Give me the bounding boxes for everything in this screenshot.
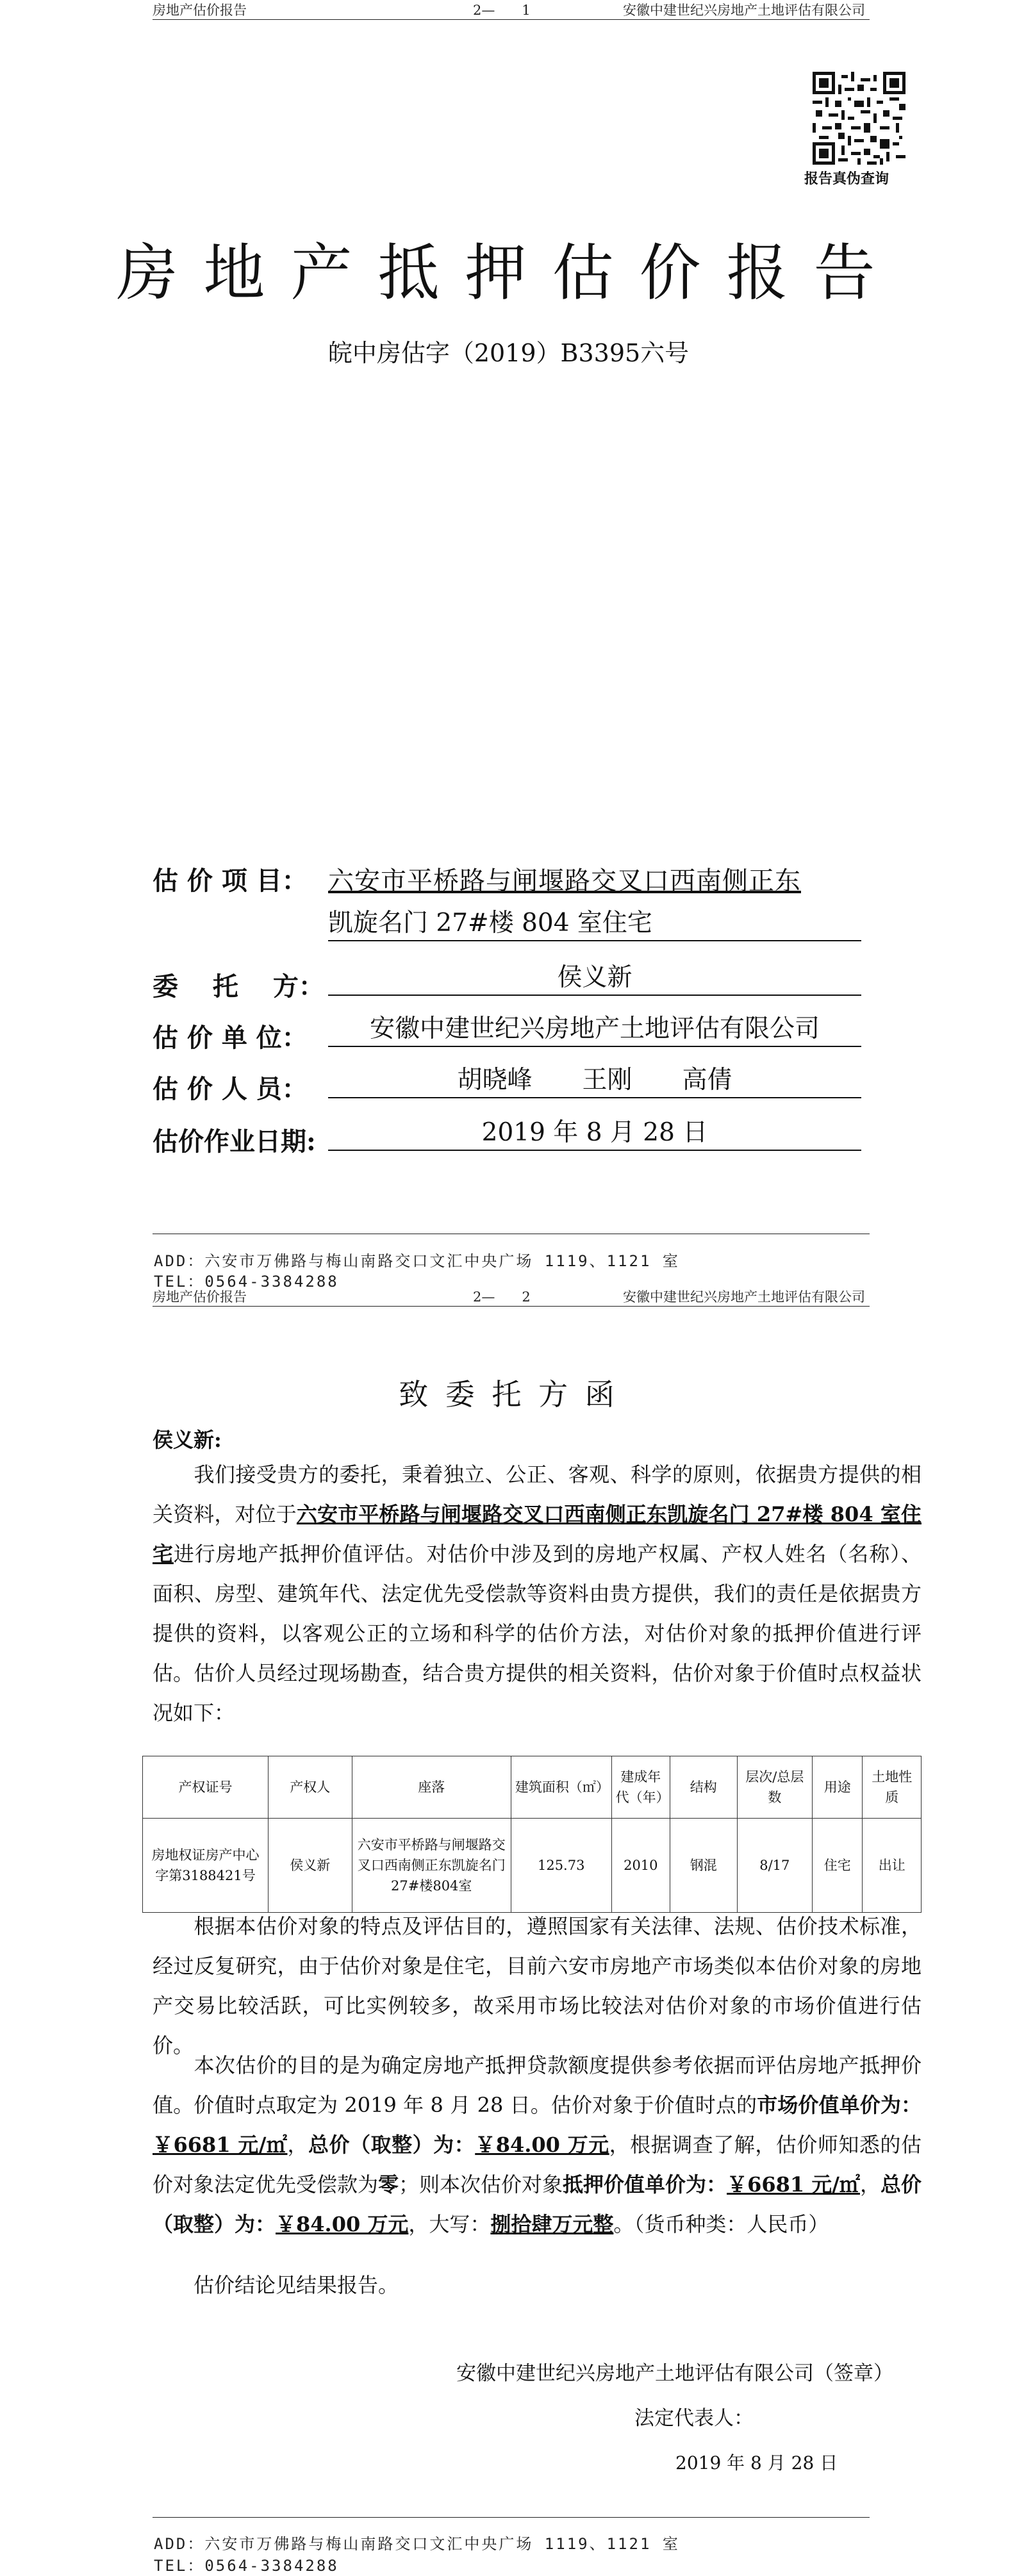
table-header: 层次/总层数 — [737, 1756, 813, 1819]
table-header: 产权人 — [268, 1756, 352, 1819]
market-unit-price: ￥6681 元/㎡ — [153, 2133, 288, 2157]
mortgage-unit-price: ￥6681 元/㎡ — [727, 2172, 860, 2197]
amount-in-words: 捌拾肆万元整 — [490, 2212, 614, 2236]
qr-caption: 报告真伪查询 — [804, 170, 889, 187]
unit-label: 估 价 单 位： — [153, 1023, 308, 1053]
page2-footer-tel: TEL：0564-3384288 — [154, 2557, 339, 2575]
page2-header-page-number: 2— 2 — [473, 1289, 531, 1305]
table-cell: 出让 — [863, 1819, 922, 1913]
page1-footer-address: ADD：六安市万佛路与梅山南路交口文汇中央广场 1119、1121 室 — [154, 1252, 680, 1270]
page2-footer-rule — [153, 2517, 870, 2518]
page1-header-page-number: 2— 1 — [473, 3, 531, 18]
page1-header-rule — [153, 19, 870, 20]
date-label: 估价作业日期: — [153, 1127, 316, 1157]
report-title: 房地产抵押估价报告 — [116, 237, 901, 309]
project-value-line2: 凯旋名门 27#楼 804 室住宅 — [328, 907, 861, 941]
signature-legal-rep: 法定代表人： — [634, 2407, 754, 2430]
table-header: 建成年代（年） — [611, 1756, 670, 1819]
paragraph-survey: 估价人员经过现场勘查，结合贵方提供的相关资料，估价对象于价值时点权益状况如下： — [153, 1661, 922, 1725]
persons-value: 胡晓峰 王刚 高倩 — [328, 1064, 861, 1098]
persons-label: 估 价 人 员： — [153, 1074, 308, 1104]
project-label: 估 价 项 目： — [153, 866, 308, 896]
letter-salutation: 侯义新: — [153, 1428, 222, 1452]
signature-date: 2019 年 8 月 28 日 — [675, 2452, 838, 2473]
page1-header-left: 房地产估价报告 — [153, 3, 247, 18]
table-cell: 房地权证房产中心字第3188421号 — [143, 1819, 269, 1913]
table-cell: 侯义新 — [268, 1819, 352, 1913]
table-header: 座落 — [352, 1756, 511, 1819]
table-cell: 钢混 — [670, 1819, 738, 1913]
table-header: 结构 — [670, 1756, 738, 1819]
page2-header-right: 安徽中建世纪兴房地产土地评估有限公司 — [623, 1289, 865, 1305]
unit-value: 安徽中建世纪兴房地产土地评估有限公司 — [328, 1012, 861, 1047]
table-row — [143, 1819, 922, 1913]
report-number: 皖中房估字（2019）B3395六号 — [327, 339, 690, 367]
table-cell: 8/17 — [737, 1819, 813, 1913]
project-value-line1: 六安市平桥路与闸堰路交叉口西南侧正东 — [328, 866, 801, 896]
table-header: 用途 — [813, 1756, 863, 1819]
table-cell: 六安市平桥路与闸堰路交叉口西南侧正东凯旋名门27#楼804室 — [352, 1819, 511, 1913]
table-cell: 住宅 — [813, 1819, 863, 1913]
page2-header-left: 房地产估价报告 — [153, 1289, 247, 1305]
page1-footer-tel: TEL：0564-3384288 — [154, 1273, 339, 1291]
letter-title: 致 委 托 方 函 — [399, 1377, 618, 1412]
qr-code-icon[interactable] — [813, 72, 905, 165]
client-label: 委 托 方： — [153, 971, 324, 1002]
paragraph-commission: 我们接受贵方的委托，秉着独立、公正、客观、科学的原则，依据贵方提供的相关资料，对位于六安市平桥路与闸堰路交叉口西南侧正东凯旋名门 27#楼 804 室住宅进行房地产抵押价值评估。对估价中涉及到的房地产权属、产权人姓名（名称）、面积、房型、建筑年代、法定优先受偿款等资料由贵方提供，我们的责任是依据贵方提供的资料，以客观公正的立场和科学的估价方法，对估价对象的抵押价值进行评估。 — [153, 1462, 922, 1685]
table-cell: 125.73 — [511, 1819, 611, 1913]
page1-header-right: 安徽中建世纪兴房地产土地评估有限公司 — [623, 3, 865, 18]
paragraph-conclusion: 本次估价的目的是为确定房地产抵押贷款额度提供参考依据而评估房地产抵押价值。价值时点取定为 2019 年 8 月 28 日。估价对象于价值时点的市场价值单价为：￥6681 元/㎡，总价（取整）为：￥84.00 万元，根据调查了解，估价师知悉的估价对象法定优先受偿款为零；则本次估价对象抵押价值单价为：￥6681 元/㎡，总价（取整）为：￥84.00 万元，大写：捌拾肆万元整。（货币种类：人民币） — [153, 2053, 922, 2236]
client-value: 侯义新 — [328, 961, 861, 996]
property-address: 六安市平桥路与闸堰路交叉口西南侧正东凯旋名门 27#楼 804 室住宅 — [153, 1502, 922, 1566]
table-header: 建筑面积（㎡） — [511, 1756, 611, 1819]
signature-company: 安徽中建世纪兴房地产土地评估有限公司（签章） — [456, 2362, 893, 2385]
paragraph-see-result: 估价结论见结果报告。 — [194, 2273, 399, 2297]
table-header: 土地性质 — [863, 1756, 922, 1819]
page2-footer-address: ADD：六安市万佛路与梅山南路交口文汇中央广场 1119、1121 室 — [154, 2535, 680, 2553]
page2-header-rule — [153, 1306, 870, 1307]
table-header-row — [143, 1756, 922, 1819]
property-info-table — [142, 1756, 922, 1913]
table-cell: 2010 — [611, 1819, 670, 1913]
market-total-price: ￥84.00 万元 — [475, 2133, 609, 2157]
mortgage-total-price: ￥84.00 万元 — [276, 2212, 409, 2236]
table-header: 产权证号 — [143, 1756, 269, 1819]
paragraph-method: 根据本估价对象的特点及评估目的，遵照国家有关法律、法规、估价技术标准，经过反复研究，由于估价对象是住宅，目前六安市房地产市场类似本估价对象的房地产交易比较活跃，可比实例较多，故采用市场比较法对估价对象的市场价值进行估价。 — [153, 1914, 922, 2058]
date-value: 2019 年 8 月 28 日 — [328, 1116, 861, 1151]
